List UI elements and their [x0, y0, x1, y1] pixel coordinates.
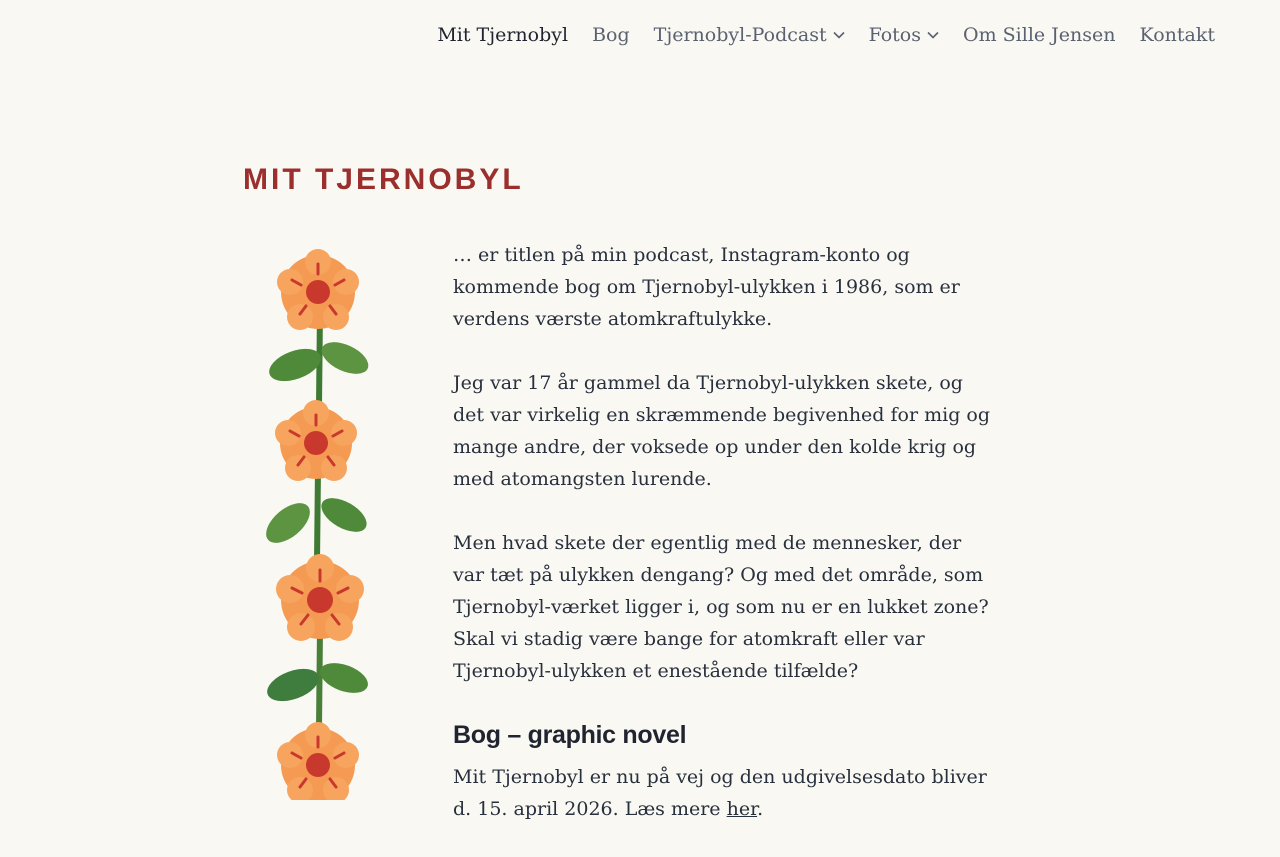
nav-item-label: Bog	[592, 24, 630, 46]
nav-item-fotos[interactable]	[869, 24, 939, 46]
nav-item-kontakt[interactable]	[1140, 24, 1215, 46]
page-title: MIT TJERNOBYL	[243, 163, 524, 196]
nav-item-mit-tjernobyl[interactable]	[437, 24, 568, 46]
questions-paragraph: Men hvad skete der egentlig med de mennesker, der var tæt på ulykken dengang? Og med det område, som Tjernobyl-værket ligger i, og som nu er en lukket zone? Skal vi stadig være bange for atomkraft eller var Tjernobyl-ulykken et enestående tilfælde?	[453, 532, 989, 682]
nav-item-label: Tjernobyl-Podcast	[653, 24, 827, 46]
nav-item-tjernobyl-podcast[interactable]	[654, 24, 845, 46]
main-content	[453, 239, 993, 857]
main-navigation	[437, 24, 1215, 46]
chevron-down-icon[interactable]	[927, 31, 939, 39]
book-text-end: .	[757, 798, 764, 820]
nav-item-bog[interactable]	[592, 24, 630, 46]
section-heading-bog: Bog – graphic novel	[453, 721, 687, 749]
nav-item-label: Om Sille Jensen	[963, 24, 1116, 46]
memory-paragraph: Jeg var 17 år gammel da Tjernobyl-ulykken skete, og det var virkelig en skræmmende begivenhed for mig og mange andre, der voksede op under den kolde krig og med atomangsten lurende.	[453, 372, 990, 490]
intro-paragraph: … er titlen på min podcast, Instagram-konto og kommende bog om Tjernobyl-ulykken i 1986, som er verdens værste atomkraftulykke.	[453, 244, 960, 330]
nav-item-label: Mit Tjernobyl	[437, 24, 569, 46]
book-paragraph	[453, 761, 993, 825]
chevron-down-icon[interactable]	[833, 31, 845, 39]
nav-item-om-sille-jensen[interactable]	[963, 24, 1116, 46]
book-text: Mit Tjernobyl er nu på vej og den udgivelsesdato bliver d. 15. april 2026. Læs mere	[453, 766, 987, 820]
nav-item-label: Fotos	[868, 24, 922, 46]
read-more-link[interactable]: her	[726, 798, 758, 820]
nav-item-label: Kontakt	[1139, 24, 1215, 46]
flower-column-illustration	[250, 240, 390, 800]
